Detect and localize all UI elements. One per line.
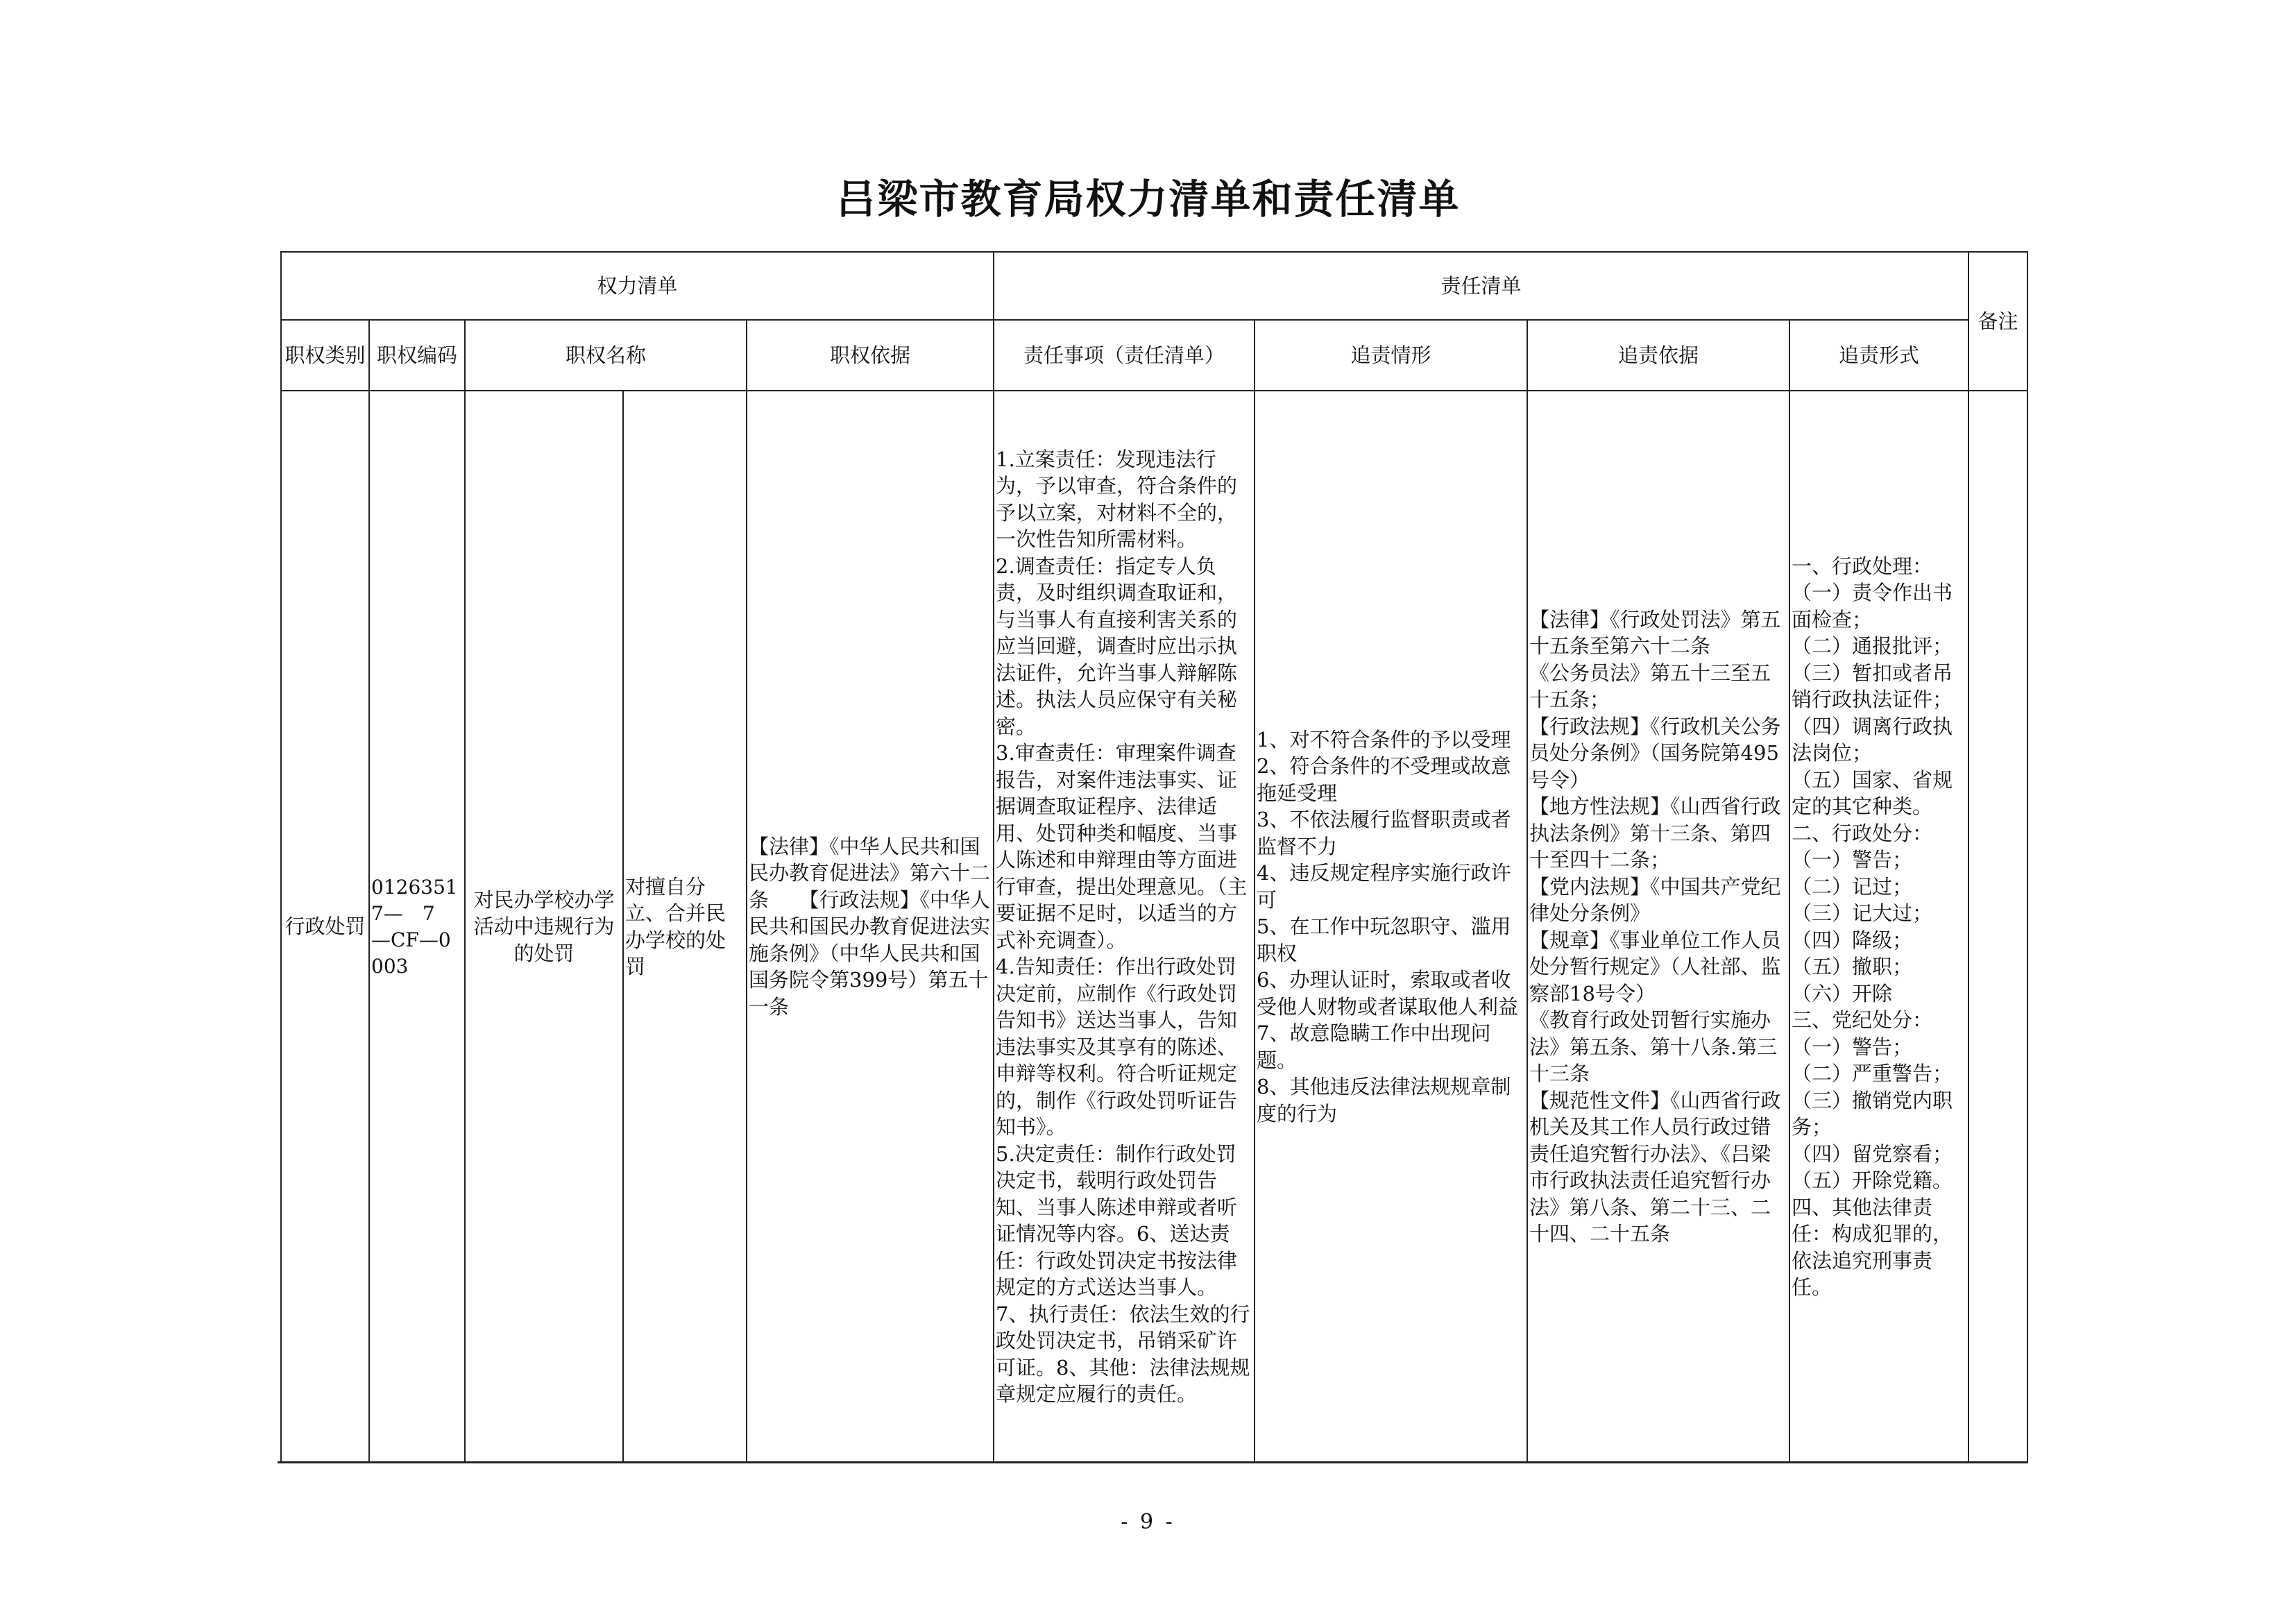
- name-sub-cell: 对擅自分立、合并民办学校的处罚: [623, 391, 747, 1463]
- table-bottom-rule: [278, 1461, 2027, 1463]
- remarks-cell: [1968, 391, 2027, 1463]
- cases-text: 1、对不符合条件的予以受理 2、符合条件的不受理或故意拖延受理 3、不依法履行监督职责或者监督不力 4、违反规定程序实施行政许可 5、在工作中玩忽职守、滥用职权 6、办理认证时，索取或者收受他人财物或者谋取他人利益 7、故意隐瞒工作中出现问题。 8、其他违反法律法规规章制度的行为: [1257, 727, 1519, 1125]
- table-row: [281, 391, 2027, 1463]
- acc-basis-cell: [1527, 391, 1789, 1463]
- power-responsibility-table: [280, 251, 2028, 1463]
- basis-cell: 【法律】《中华人民共和国民办教育促进法》第六十二条 【行政法规】《中华人民共和国民办教育促进法实施条例》（中华人民共和国国务院令第399号）第五十一条: [747, 391, 994, 1463]
- col-basis-header: 职权依据: [747, 320, 994, 391]
- power-list-header: 权力清单: [281, 252, 994, 320]
- duties-text: 1.立案责任：发现违法行为，予以审查，符合条件的予以立案，对材料不全的，一次性告知所需材料。 2.调查责任：指定专人负责，及时组织调查取证和，与当事人有直接利害关系的应当回避，调查时应出示执法证件，允许当事人辩解陈述。执法人员应保守有关秘密。 3.审查责任：审理案件调查报告，对案件违法事实、证据调查取证程序、法律适用、处罚种类和幅度、当事人陈述和申辩理由等方面进行审查，提出处理意见。（主要证据不足时，以适当的方式补充调查）。 4.告知责任：作出行政处罚决定前，应制作《行政处罚告知书》送达当事人，告知违法事实及其享有的陈述、申辩等权利。符合听证规定的，制作《行政处罚听证告知书》。 5.决定责任：制作行政处罚决定书，载明行政处罚告知、当事人陈述申辩或者听证情况等内容。6、送达责任：行政处罚决定书按法律规定的方式送达当事人。 7、执行责任：依法生效的行政处罚决定书，吊销采矿许可证。8、其他：法律法规规章规定应履行的责任。: [996, 447, 1250, 1406]
- responsibility-list-header: 责任清单: [994, 252, 1968, 320]
- remarks-header: 备注: [1968, 252, 2027, 391]
- code-cell: 01263517— 7 —CF—0003: [369, 391, 465, 1463]
- name-main-cell: 对民办学校办学活动中违规行为的处罚: [465, 391, 623, 1463]
- acc-basis-text: 【法律】《行政处罚法》第五十五条至第六十二条 《公务员法》第五十三至五十五条； 【行政法规】《行政机关公务员处分条例》（国务院第495号令） 【地方性法规】《山西省行政执法条例》第十三条、第四十至四十二条； 【党内法规】《中国共产党纪律处分条例》 【规章】《事业单位工作人员处分暂行规定》（人社部、监察部18号令） 《教育行政处罚暂行实施办法》第五条、第十八条.第三十三条 【规范性文件】《山西省行政机关及其工作人员行政过错责任追究暂行办法》、《吕梁市行政执法责任追究暂行办法》第八条、第二十三、二十四、二十五条: [1529, 607, 1781, 1246]
- col-category-header: 职权类别: [281, 320, 369, 391]
- col-acc-basis-header: 追责依据: [1527, 320, 1789, 391]
- col-code-header: 职权编码: [369, 320, 465, 391]
- category-cell: 行政处罚: [281, 391, 369, 1463]
- page-number: - 9 -: [1121, 1510, 1175, 1534]
- cases-cell: [1255, 391, 1527, 1463]
- duties-cell: [994, 391, 1255, 1463]
- acc-forms-cell: [1789, 391, 1968, 1463]
- col-duties-header: 责任事项（责任清单）: [994, 320, 1255, 391]
- acc-forms-text: 一、行政处理： （一）责令作出书面检查； （二）通报批评； （三）暂扣或者吊销行政执法证件； （四）调离行政执法岗位； （五）国家、省规定的其它种类。 二、行政处分： （一）警告； （二）记过； （三）记大过； （四）降级； （五）撤职； （六）开除 三、党纪处分： （一）警告； （二）严重警告； （三）撤销党内职务； （四）留党察看； （五）开除党籍。 四、其他法律责任：构成犯罪的，依法追究刑事责任。: [1792, 554, 1953, 1299]
- header-row-groups: [281, 252, 2027, 320]
- col-cases-header: 追责情形: [1255, 320, 1527, 391]
- header-row-columns: [281, 320, 2027, 391]
- page-title: 吕梁市教育局权力清单和责任清单: [835, 176, 1461, 223]
- col-acc-forms-header: 追责形式: [1789, 320, 1968, 391]
- col-name-header: 职权名称: [465, 320, 747, 391]
